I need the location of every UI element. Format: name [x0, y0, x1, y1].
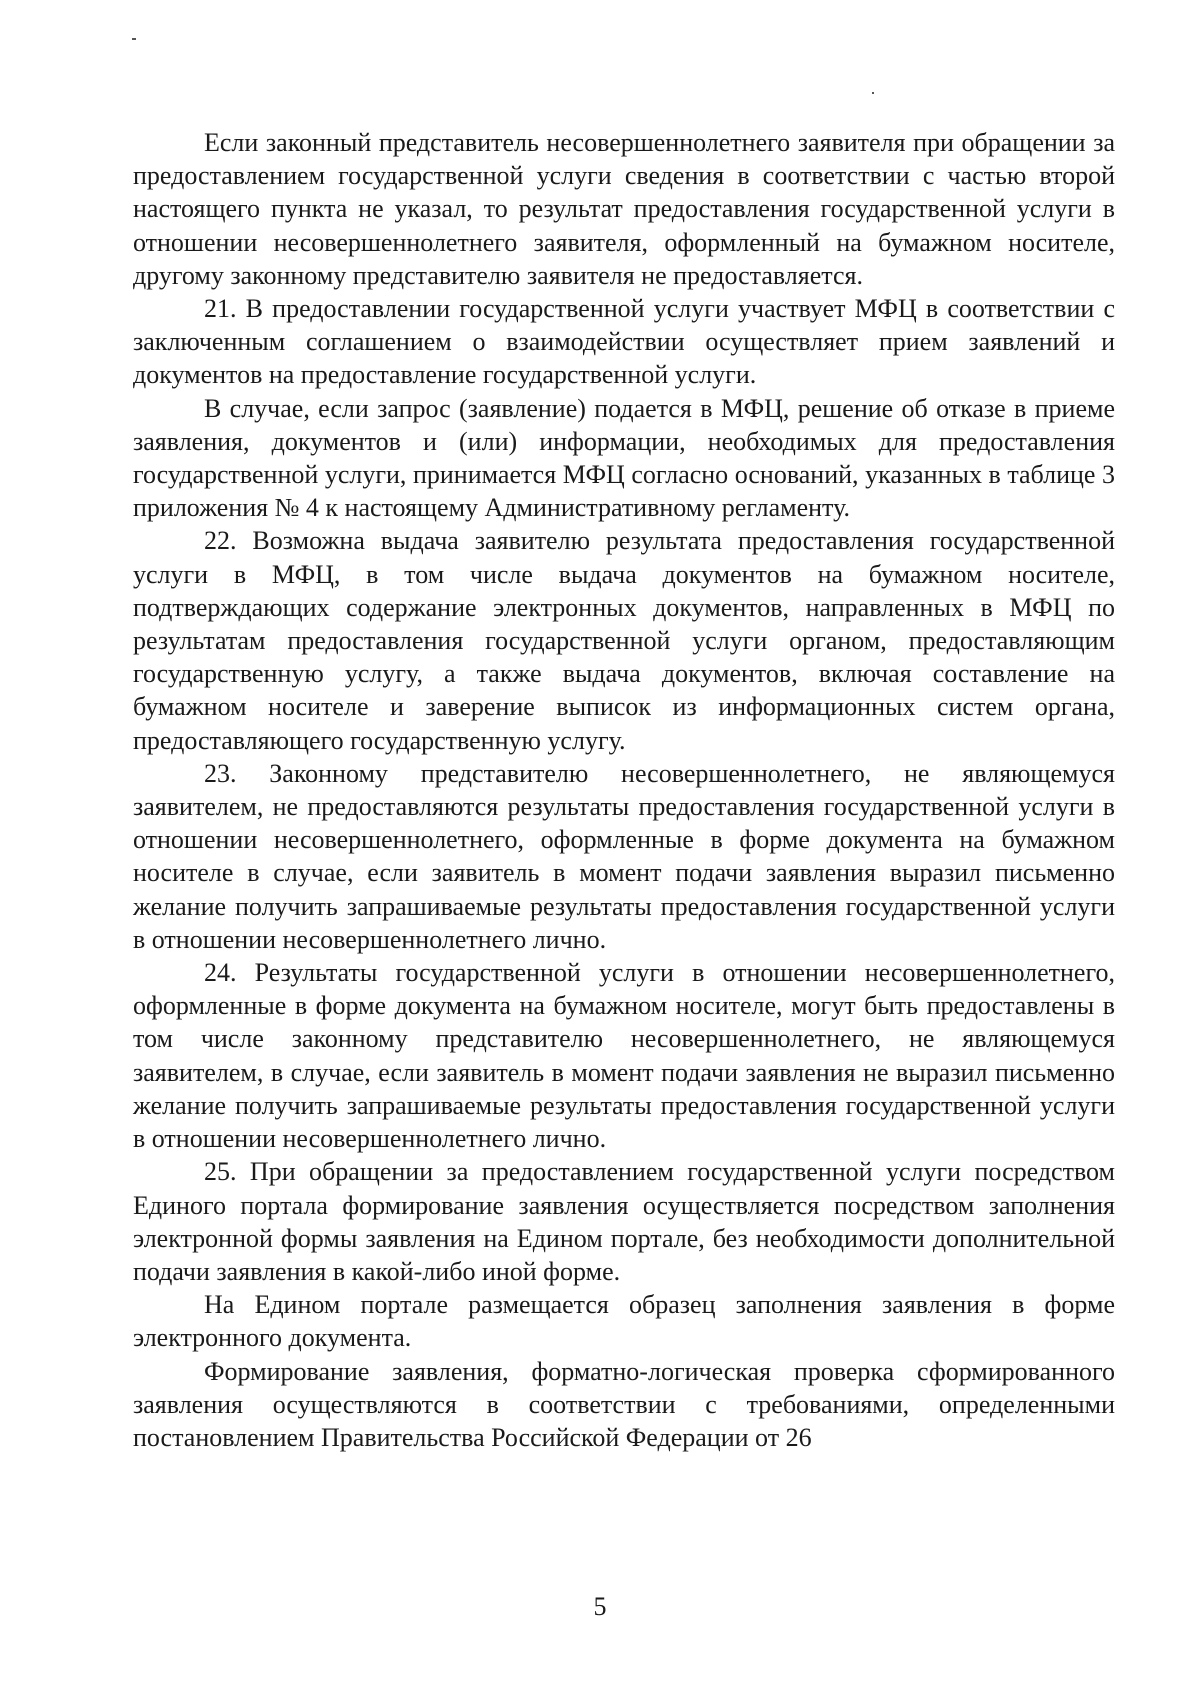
paragraph-24: 24. Результаты государственной услуги в отношении несовершеннолетнего, оформленные в форме документа на бумажном носителе, могут быть предоставлены в том числе законному представителю несовершеннолетнего, не являющемуся заявителем, в случае, если заявитель в момент подачи заявления не выразил письменно желание получить запрашиваемые результаты предоставления государственной услуги в отношении несовершеннолетнего лично.: [133, 958, 1115, 1154]
paragraph-23: 23. Законному представителю несовершеннолетнего, не являющемуся заявителем, не предоставляются результаты предоставления государственной услуги в отношении несовершеннолетнего, оформленные в форме документа на бумажном носителе в случае, если заявитель в момент подачи заявления выразил письменно желание получить запрашиваемые результаты предоставления государственной услуги в отношении несовершеннолетнего лично.: [133, 758, 1115, 954]
scan-speck: [132, 38, 136, 40]
paragraph-25-sample: На Едином портале размещается образец заполнения заявления в форме электронного документа.: [133, 1290, 1115, 1353]
paragraph-22: 22. Возможна выдача заявителю результата предоставления государственной услуги в МФЦ, в том числе выдача документов на бумажном носителе, подтверждающих содержание электронных документов, направленных в МФЦ по результатам предоставления государственной услуги органом, предоставляющим государственную услугу, а также выдача документов, включая составление на бумажном носителе и заверение выписок из информационных систем органа, предоставляющего государственную услугу.: [133, 526, 1115, 755]
page-number: 5: [593, 1592, 607, 1621]
document-body: [133, 126, 1115, 1454]
paragraph-21-mfc-refusal: В случае, если запрос (заявление) подается в МФЦ, решение об отказе в приеме заявления, документов и (или) информации, необходимых для предоставления государственной услуги, принимается МФЦ согласно оснований, указанных в таблице 3 приложения № 4 к настоящему Административному регламенту.: [133, 393, 1115, 523]
paragraph-21: 21. В предоставлении государственной услуги участвует МФЦ в соответствии с заключенным соглашением о взаимодействии осуществляет прием заявлений и документов на предоставление государственной услуги.: [133, 294, 1115, 390]
paragraph-intro: Если законный представитель несовершеннолетнего заявителя при обращении за предоставлением государственной услуги сведения в соответствии с частью второй настоящего пункта не указал, то результат предоставления государственной услуги в отношении несовершеннолетнего заявителя, оформленный на бумажном носителе, другому законному представителю заявителя не предоставляется.: [133, 128, 1115, 290]
scan-speck: [872, 92, 874, 94]
paragraph-25-validation: Формирование заявления, форматно-логическая проверка сформированного заявления осуществляются в соответствии с требованиями, определенными постановлением Правительства Российской Федерации от 26: [133, 1356, 1115, 1452]
paragraph-25: 25. При обращении за предоставлением государственной услуги посредством Единого портала формирование заявления осуществляется посредством заполнения электронной формы заявления на Едином портале, без необходимости дополнительной подачи заявления в какой-либо иной форме.: [133, 1157, 1115, 1286]
